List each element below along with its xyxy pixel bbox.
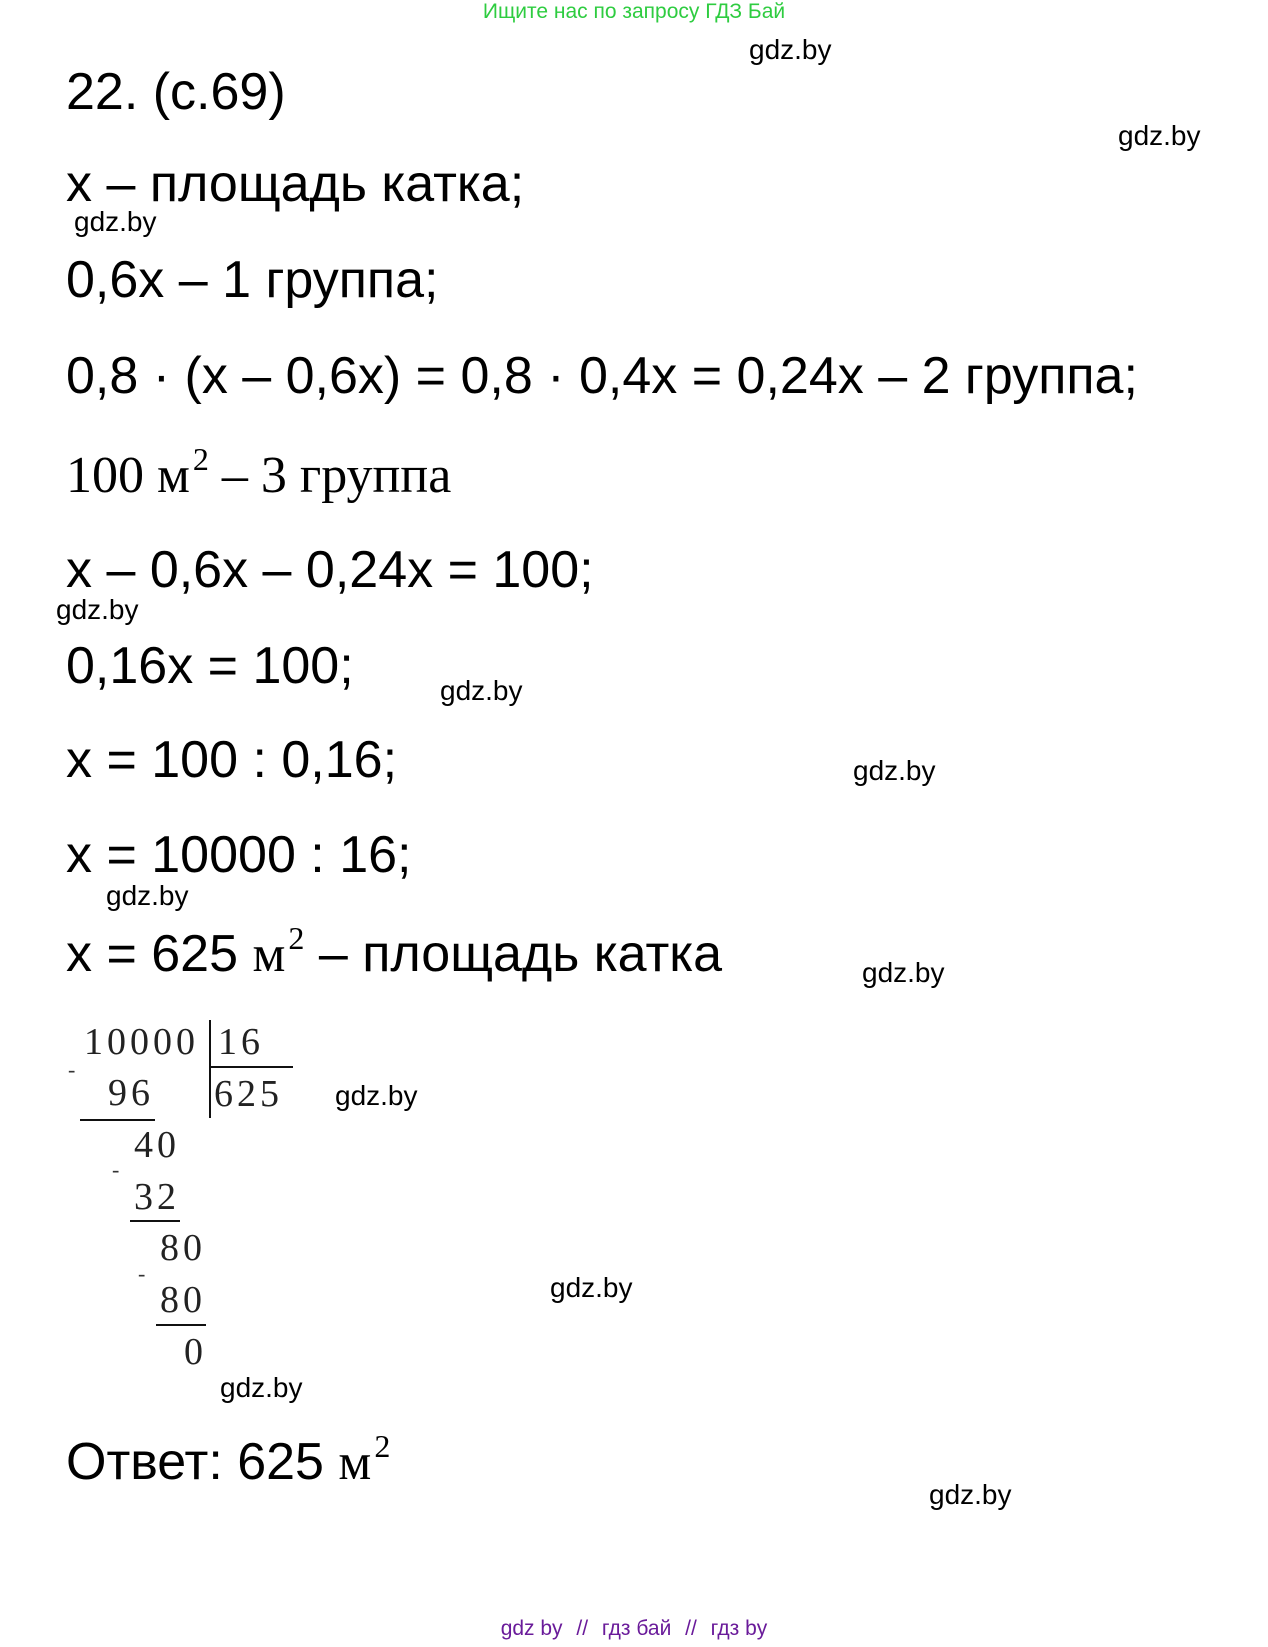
footer-separator: // bbox=[576, 1617, 589, 1640]
ld-step-3: 32 bbox=[134, 1176, 180, 1218]
watermark: gdz.by bbox=[862, 957, 945, 988]
line4-main: 100 м bbox=[66, 447, 190, 504]
watermark: gdz.by bbox=[929, 1479, 1012, 1510]
ld-minus-1: - bbox=[68, 1057, 76, 1082]
line9-post: – площадь катка bbox=[304, 925, 723, 983]
watermark: gdz.by bbox=[335, 1080, 418, 1111]
ld-vertical-rule bbox=[209, 1020, 211, 1118]
banner-text[interactable]: Ищите нас по запросу ГДЗ Бай bbox=[482, 0, 786, 23]
ld-quotient-rule bbox=[209, 1066, 293, 1068]
footer-separator: // bbox=[685, 1617, 697, 1640]
footer-links bbox=[0, 1615, 1268, 1643]
solution-line-1: x – площадь катка; bbox=[66, 155, 525, 213]
ld-rule-1 bbox=[80, 1119, 155, 1121]
ld-divisor: 16 bbox=[218, 1021, 264, 1063]
top-banner[interactable] bbox=[0, 0, 1268, 24]
solution-line-8: x = 10000 : 16; bbox=[66, 826, 412, 884]
watermark: gdz.by bbox=[56, 594, 139, 625]
ld-remainder: 0 bbox=[184, 1331, 207, 1373]
solution-line-5: x – 0,6x – 0,24x = 100; bbox=[66, 541, 594, 599]
ld-minus-3: - bbox=[138, 1261, 146, 1286]
solution-line-2: 0,6x – 1 группа; bbox=[66, 251, 439, 309]
ld-rule-2 bbox=[130, 1220, 180, 1222]
watermark: gdz.by bbox=[853, 755, 936, 786]
watermark: gdz.by bbox=[749, 34, 832, 65]
answer-label: Ответ: 625 bbox=[66, 1433, 339, 1491]
answer-line bbox=[66, 1428, 391, 1498]
solution-line-4 bbox=[66, 441, 452, 511]
watermark: gdz.by bbox=[74, 206, 157, 237]
watermark: gdz.by bbox=[106, 880, 189, 911]
line9-unit: м bbox=[252, 926, 286, 983]
watermark: gdz.by bbox=[1118, 120, 1201, 151]
line9-sup: 2 bbox=[288, 920, 305, 956]
footer-link-gdz-by[interactable]: gdz by bbox=[500, 1617, 563, 1640]
line4-sup: 2 bbox=[192, 441, 209, 477]
solution-line-7: x = 100 : 0,16; bbox=[66, 731, 398, 789]
ld-step-2: 40 bbox=[134, 1124, 180, 1166]
ld-step-1: 96 bbox=[108, 1072, 154, 1114]
ld-minus-2: - bbox=[112, 1157, 120, 1182]
ld-step-5: 80 bbox=[160, 1279, 206, 1321]
answer-unit: м bbox=[338, 1434, 372, 1491]
line4-rest: – 3 группа bbox=[208, 447, 452, 504]
ld-quotient: 625 bbox=[214, 1073, 283, 1115]
solution-line-9 bbox=[66, 920, 723, 990]
solution-line-3: 0,8 · (x – 0,6x) = 0,8 · 0,4x = 0,24x – 2 группа; bbox=[66, 347, 1138, 405]
task-number: 22. (с.69) bbox=[66, 63, 286, 121]
ld-step-4: 80 bbox=[160, 1227, 206, 1269]
line9-pre: x = 625 bbox=[66, 925, 253, 983]
ld-rule-3 bbox=[156, 1324, 206, 1326]
solution-line-6: 0,16x = 100; bbox=[66, 637, 354, 695]
ld-dividend: 10000 bbox=[84, 1021, 199, 1063]
answer-sup: 2 bbox=[374, 1428, 391, 1464]
watermark: gdz.by bbox=[220, 1372, 303, 1403]
footer-link-gdz-bai[interactable]: гдз бай bbox=[601, 1617, 672, 1640]
watermark: gdz.by bbox=[550, 1272, 633, 1303]
watermark: gdz.by bbox=[440, 675, 523, 706]
footer-link-gdz-by-cyr[interactable]: гдз by bbox=[710, 1617, 768, 1640]
